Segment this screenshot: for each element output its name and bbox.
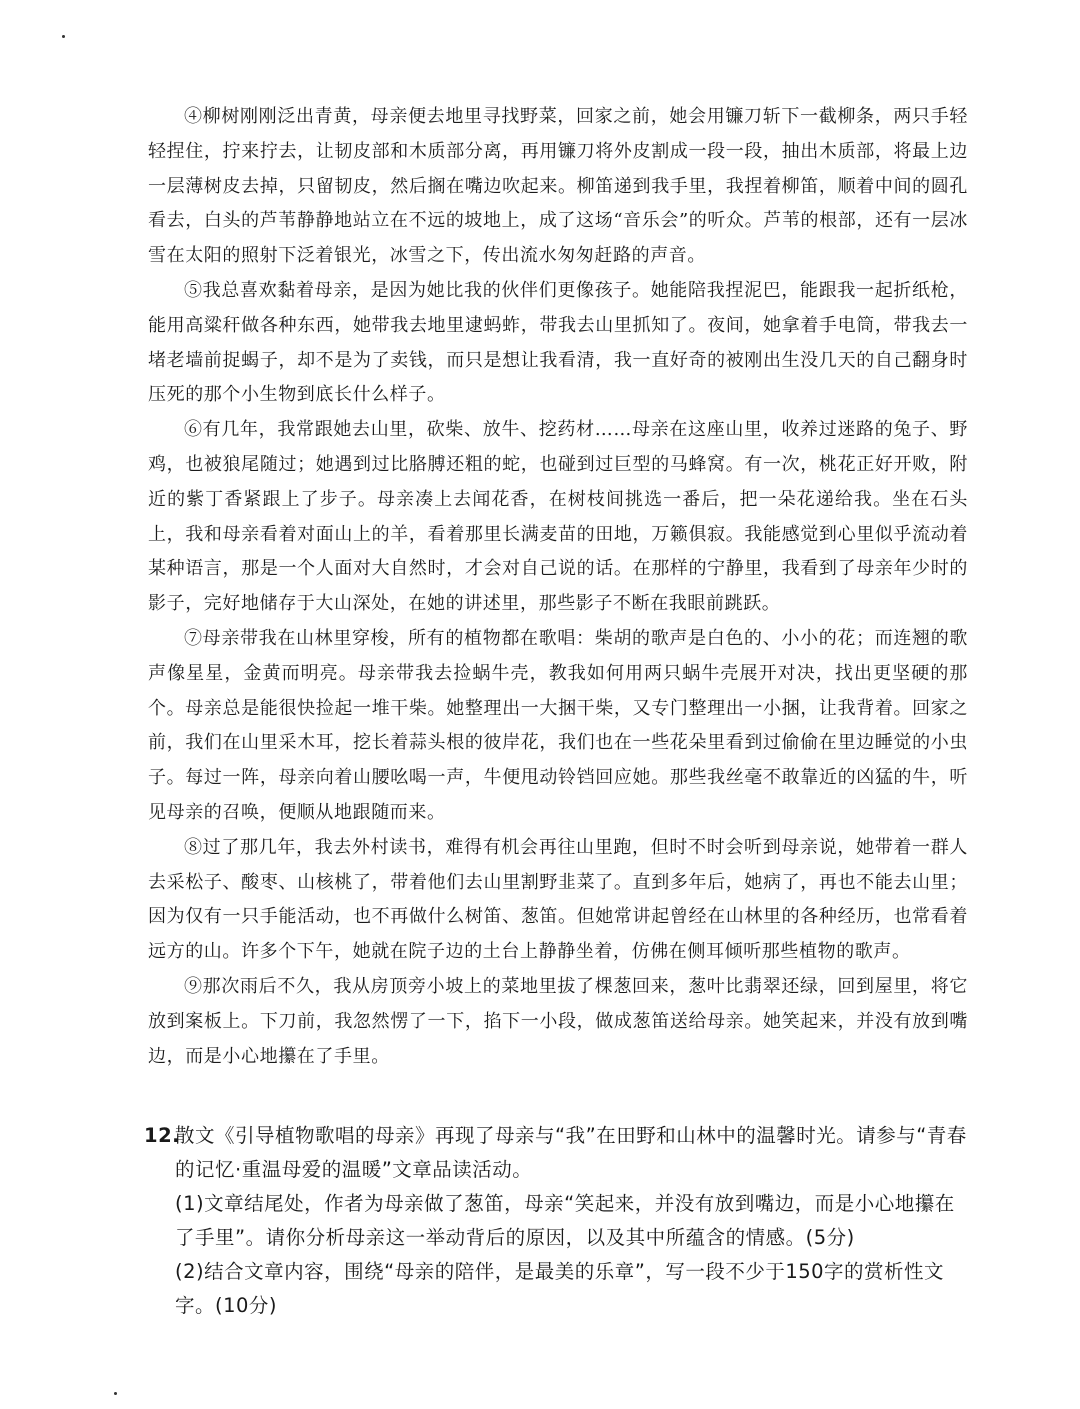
paragraph-4: ④柳树刚刚泛出青黄，母亲便去地里寻找野菜，回家之前，她会用镰刀斩下一截柳条，两只手轻轻捏住，拧来拧去，让韧皮部和木质部分离，再用镰刀将外皮割成一段一段，抽出木质部，将最上边一层薄树皮去掉，只留韧皮，然后搁在嘴边吹起来。柳笛递到我手里，我捏着柳笛，顺着中间的圆孔看去，白头的芦苇静静地站立在不远的坡地上，成了这场“音乐会”的听众。芦苇的根部，还有一层冰雪在太阳的照射下泛着银光，冰雪之下，传出流水匆匆赶路的声音。	[148, 106, 968, 267]
scan-speck-top	[62, 35, 65, 38]
question-stem: 散文《引导植物歌唱的母亲》再现了母亲与“我”在田野和山林中的温馨时光。请参与“青春的记忆·重温母爱的温暖”文章品读活动。	[175, 1124, 967, 1181]
question-number: 12.	[144, 1124, 181, 1147]
paragraph-9: ⑨那次雨后不久，我从房顶旁小坡上的菜地里拔了棵葱回来，葱叶比翡翠还绿，回到屋里，将它放到案板上。下刀前，我忽然愣了一下，掐下一小段，做成葱笛送给母亲。她笑起来，并没有放到嘴边，而是小心地攥在了手里。	[148, 975, 968, 1067]
paragraph-5: ⑤我总喜欢黏着母亲，是因为她比我的伙伴们更像孩子。她能陪我捏泥巴，能跟我一起折纸枪，能用高粱秆做各种东西，她带我去地里逮蚂蚱，带我去山里抓知了。夜间，她拿着手电筒，带我去一堵老墙前捉蝎子，却不是为了卖钱，而只是想让我看清，我一直好奇的被刚出生没几天的自己翻身时压死的那个小生物到底长什么样子。	[148, 279, 968, 406]
sub-question-1: (1)文章结尾处，作者为母亲做了葱笛，母亲“笑起来，并没有放到嘴边，而是小心地攥在了手里”。请你分析母亲这一举动背后的原因，以及其中所蕴含的情感。(5分)	[175, 1192, 955, 1249]
reading-passage	[148, 100, 968, 1074]
paragraph-6: ⑥有几年，我常跟她去山里，砍柴、放牛、挖药材……母亲在这座山里，收养过迷路的兔子、野鸡，也被狼尾随过；她遇到过比胳膊还粗的蛇，也碰到过巨型的马蜂窝。有一次，桃花正好开败，附近的紫丁香紧跟上了步子。母亲凑上去闻花香，在树枝间挑选一番后，把一朵花递给我。坐在石头上，我和母亲看着对面山上的羊，看着那里长满麦苗的田地，万籁俱寂。我能感觉到心里似乎流动着某种语言，那是一个人面对大自然时，才会对自己说的话。在那样的宁静里，我看到了母亲年少时的影子，完好地储存于大山深处，在她的讲述里，那些影子不断在我眼前跳跃。	[148, 419, 968, 615]
sub-question-2: (2)结合文章内容，围绕“母亲的陪伴，是最美的乐章”，写一段不少于150字的赏析性文字。(10分)	[175, 1260, 945, 1317]
paragraph-7: ⑦母亲带我在山林里穿梭，所有的植物都在歌唱：柴胡的歌声是白色的、小小的花；而连翘的歌声像星星，金黄而明亮。母亲带我去捡蜗牛壳，教我如何用两只蜗牛壳展开对决，找出更坚硬的那个。母亲总是能很快捡起一堆干柴。她整理出一大捆干柴，又专门整理出一小捆，让我背着。回家之前，我们在山里采木耳，挖长着蒜头根的彼岸花，我们也在一些花朵里看到过偷偷在里边睡觉的小虫子。每过一阵，母亲向着山腰吆喝一声，牛便甩动铃铛回应她。那些我丝毫不敢靠近的凶猛的牛，听见母亲的召唤，便顺从地跟随而来。	[148, 627, 968, 823]
question-12	[144, 1119, 974, 1323]
paragraph-8: ⑧过了那几年，我去外村读书，难得有机会再往山里跑，但时不时会听到母亲说，她带着一群人去采松子、酸枣、山核桃了，带着他们去山里割野韭菜了。直到多年后，她病了，再也不能去山里；因为仅有一只手能活动，也不再做什么树笛、葱笛。但她常讲起曾经在山林里的各种经历，也常看着远方的山。许多个下午，她就在院子边的土台上静静坐着，仿佛在侧耳倾听那些植物的歌声。	[148, 836, 968, 963]
question-stem-row	[144, 1119, 974, 1187]
scan-speck-bottom	[114, 1392, 117, 1395]
